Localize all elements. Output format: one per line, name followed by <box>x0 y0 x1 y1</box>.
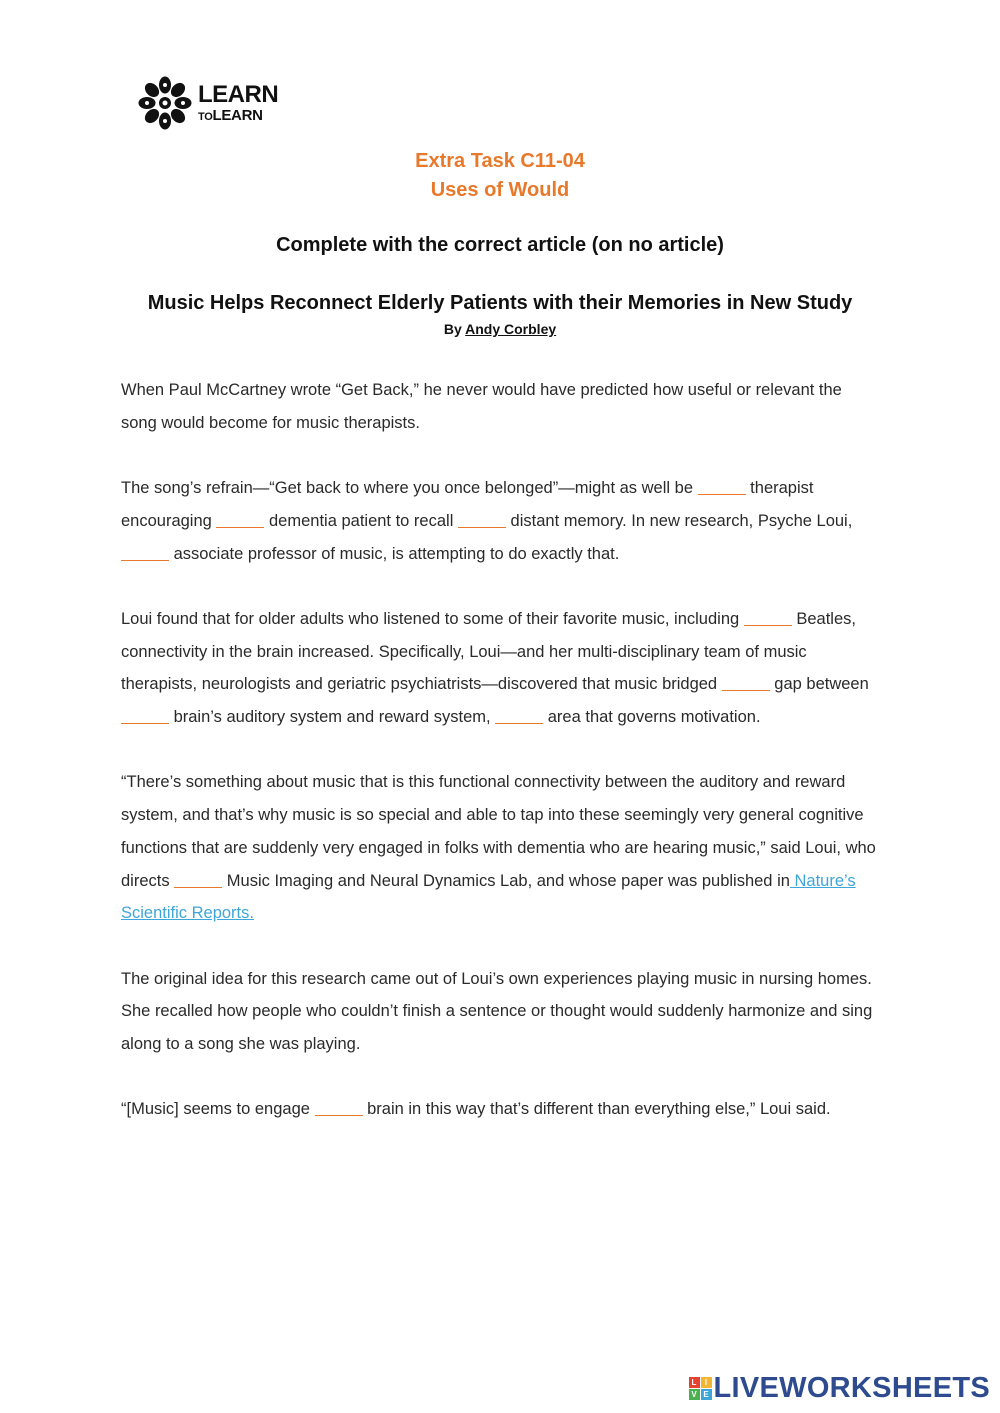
author-link[interactable]: Andy Corbley <box>465 321 557 337</box>
text: associate professor of music, is attempting to do exactly that. <box>169 544 620 563</box>
badge-letter: E <box>701 1389 712 1400</box>
byline <box>0 321 1000 337</box>
badge-letter: I <box>701 1377 712 1388</box>
text: distant memory. In new research, Psyche Loui, <box>505 511 853 530</box>
text: “There’s something about music that is this functional connectivity between the auditory and reward system, and that’s why music is so special and able to tap into these seemingly very general cognitive functions that are suddenly very engaged in folks with dementia who are hearing music,” said Loui, who directs <box>121 773 876 890</box>
text: therapist encouraging <box>121 479 814 530</box>
blank-input[interactable] <box>216 509 264 528</box>
blank-input[interactable] <box>698 476 746 495</box>
live-badge-icon <box>689 1377 712 1400</box>
scientific-reports-link[interactable]: Nature’s Scientific Reports. <box>121 871 856 923</box>
text: Beatles, connectivity in the brain increased. Specifically, Loui—and her multi-disciplinary team of music therapists, neurologists and geriatric psychiatrists—discovered that music bridged <box>121 609 856 694</box>
liveworksheets-brand: LIVEWORKSHEETS <box>713 1372 990 1404</box>
paragraph-4 <box>121 766 881 930</box>
text: The song’s refrain—“Get back to where you once belonged”—might as well be <box>121 479 698 498</box>
text: “[Music] seems to engage <box>121 1100 315 1119</box>
text: gap between <box>769 675 869 694</box>
paragraph-1: When Paul McCartney wrote “Get Back,” he never would have predicted how useful or relevant the song would become for music therapists. <box>121 381 842 432</box>
paragraph-5: The original idea for this research came out of Loui’s own experiences playing music in nursing homes. She recalled how people who couldn’t finish a sentence or thought would suddenly harmonize and sing along to a song she was playing. <box>121 969 873 1053</box>
liveworksheets-footer <box>689 1372 991 1405</box>
article-headline: Music Helps Reconnect Elderly Patients with their Memories in New Study <box>147 292 853 314</box>
text: Loui found that for older adults who listened to some of their favorite music, including <box>121 609 744 628</box>
logo-wordmark <box>198 83 278 123</box>
paragraph-3 <box>121 603 881 734</box>
flower-logo-icon <box>138 76 192 130</box>
task-title: Extra Task C11-04 <box>415 150 585 172</box>
logo-line-1: LEARN <box>198 81 279 108</box>
text: brain in this way that’s different than everything else,” Loui said. <box>362 1100 831 1119</box>
text: area that governs motivation. <box>543 708 761 726</box>
badge-letter: V <box>689 1389 700 1400</box>
logo-line-2-word: LEARN <box>212 107 263 124</box>
logo <box>138 76 278 130</box>
article-body <box>121 374 881 1159</box>
paragraph-6 <box>121 1093 881 1126</box>
task-subtitle: Uses of Would <box>430 179 570 201</box>
logo-line-2-prefix: TO <box>198 111 213 123</box>
logo-line-2 <box>198 108 278 123</box>
byline-prefix: By <box>443 321 466 337</box>
task-title-block <box>0 147 1000 205</box>
paragraph-2 <box>121 472 881 570</box>
blank-input[interactable] <box>495 705 543 724</box>
instruction: Complete with the correct article (on no article) <box>276 234 724 256</box>
blank-input[interactable] <box>121 705 169 724</box>
text: Music Imaging and Neural Dynamics Lab, and whose paper was published in <box>222 871 790 890</box>
blank-input[interactable] <box>315 1097 363 1116</box>
blank-input[interactable] <box>174 869 222 888</box>
badge-letter: L <box>689 1377 700 1388</box>
text: brain’s auditory system and reward system, <box>169 708 496 726</box>
blank-input[interactable] <box>722 672 770 691</box>
blank-input[interactable] <box>121 542 169 561</box>
text: dementia patient to recall <box>264 511 458 530</box>
blank-input[interactable] <box>744 607 792 626</box>
blank-input[interactable] <box>458 509 506 528</box>
